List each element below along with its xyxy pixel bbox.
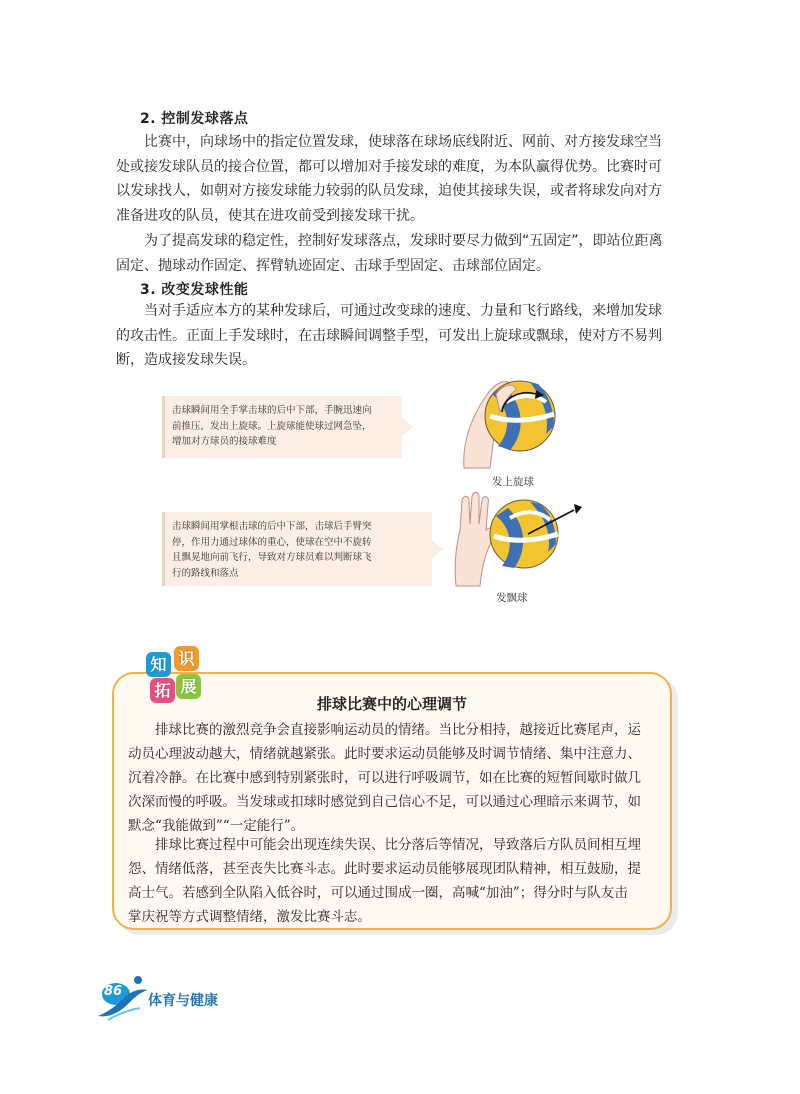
text-line: 沉着冷静。在比赛中感到特别紧张时，可以进行呼吸调节，如在比赛的短暂间歇时做几 — [128, 770, 641, 786]
callout-line: 前推压，发出上旋球。上旋球能使球过网急坠， — [172, 420, 372, 432]
paragraph — [116, 229, 672, 278]
text-line: 排球比赛过程中可能会出现连续失误、比分落后等情况，导致落后方队员间相互埋 — [155, 837, 641, 853]
badge-char: 拓 — [150, 678, 175, 703]
float-caption: 发飘球 — [496, 592, 528, 604]
paragraph — [116, 130, 672, 228]
text-line: 以发球找人，如朝对方接发球能力较弱的队员发球，迫使其接球失误，或者将球发向对方 — [116, 183, 662, 199]
text-line: 为了提高发球的稳定性，控制好发球落点，发球时要尽力做到“五固定”，即站位距离 — [144, 233, 663, 249]
text-line: 次深而慢的呼吸。当发球或扣球时感觉到自己信心不足，可以通过心理暗示来调节，如 — [128, 794, 641, 810]
text-line: 高士气。若感到全队陷入低谷时，可以通过围成一圈，高喊“加油”；得分时与队友击 — [128, 885, 628, 901]
book-title: 体育与健康 — [148, 993, 218, 1009]
paragraph — [128, 718, 658, 838]
section-heading-2: 2. 控制发球落点 — [140, 111, 249, 127]
text-line: 处或接发球队员的接合位置，都可以增加对手接发球的难度，为本队赢得优势。比赛时可 — [116, 158, 662, 175]
callout-line: 行的路线和落点 — [172, 567, 239, 579]
topspin-caption: 发上旋球 — [492, 476, 534, 488]
runner-logo-icon — [94, 972, 154, 1022]
callout-line: 增加对方球员的接球难度 — [172, 436, 277, 447]
text-line: 排球比赛的激烈竞争会直接影响运动员的情绪。当比分相持，越接近比赛尾声，运 — [155, 722, 641, 738]
text-line: 的攻击性。正面上手发球时，在击球瞬间调整手型，可发出上旋球或飘球，使对方不易判 — [116, 327, 662, 344]
text-line: 当对手适应本方的某种发球后，可通过改变球的速度、力量和飞行路线，来增加发球 — [144, 303, 662, 319]
badge-char: 知 — [146, 652, 171, 677]
callout-line: 击球瞬间用掌根击球的后中下部，击球后手臂突 — [172, 521, 372, 532]
section-heading-3: 3. 改变发球性能 — [140, 282, 249, 298]
text-line: 比赛中，向球场中的指定位置发球，使球落在球场底线附近、网前、对方接发球空当 — [144, 134, 662, 150]
text-line: 默念“我能做到”“一定能行”。 — [128, 818, 305, 834]
badge-char: 识 — [174, 646, 199, 671]
topspin-callout — [162, 396, 402, 458]
paragraph — [116, 299, 672, 373]
topspin-ball-illustration — [450, 372, 570, 472]
callout-line: 且飘晃地向前飞行，导致对方球员难以判断球飞 — [172, 552, 372, 563]
text-line: 固定、抛球动作固定、挥臂轨迹固定、击球手型固定、击球部位固定。 — [116, 257, 550, 274]
paragraph — [128, 833, 658, 929]
text-line: 动员心理波动越大，情绪就越紧张。此时要求运动员能够及时调节情绪、集中注意力、 — [128, 746, 641, 762]
text-line: 掌庆祝等方式调整情绪，激发比赛斗志。 — [128, 909, 371, 925]
knowledge-box-title: 排球比赛中的心理调节 — [316, 695, 467, 713]
text-line: 断，造成接发球失误。 — [116, 352, 256, 368]
page-number: 86 — [104, 984, 123, 999]
callout-line: 击球瞬间用全手掌击球的后中下部，手腕迅速向 — [172, 405, 372, 416]
float-callout — [162, 512, 432, 586]
float-ball-illustration — [446, 490, 586, 590]
text-line: 怨、情绪低落，甚至丧失比赛斗志。此时要求运动员能够展现团队精神，相互鼓励，提 — [128, 861, 641, 877]
text-line: 准备进攻的队员，使其在进攻前受到接发球干扰。 — [116, 207, 424, 224]
badge-char: 展 — [176, 674, 201, 699]
callout-line: 停，作用力通过球体的重心，使球在空中不旋转 — [172, 536, 372, 548]
